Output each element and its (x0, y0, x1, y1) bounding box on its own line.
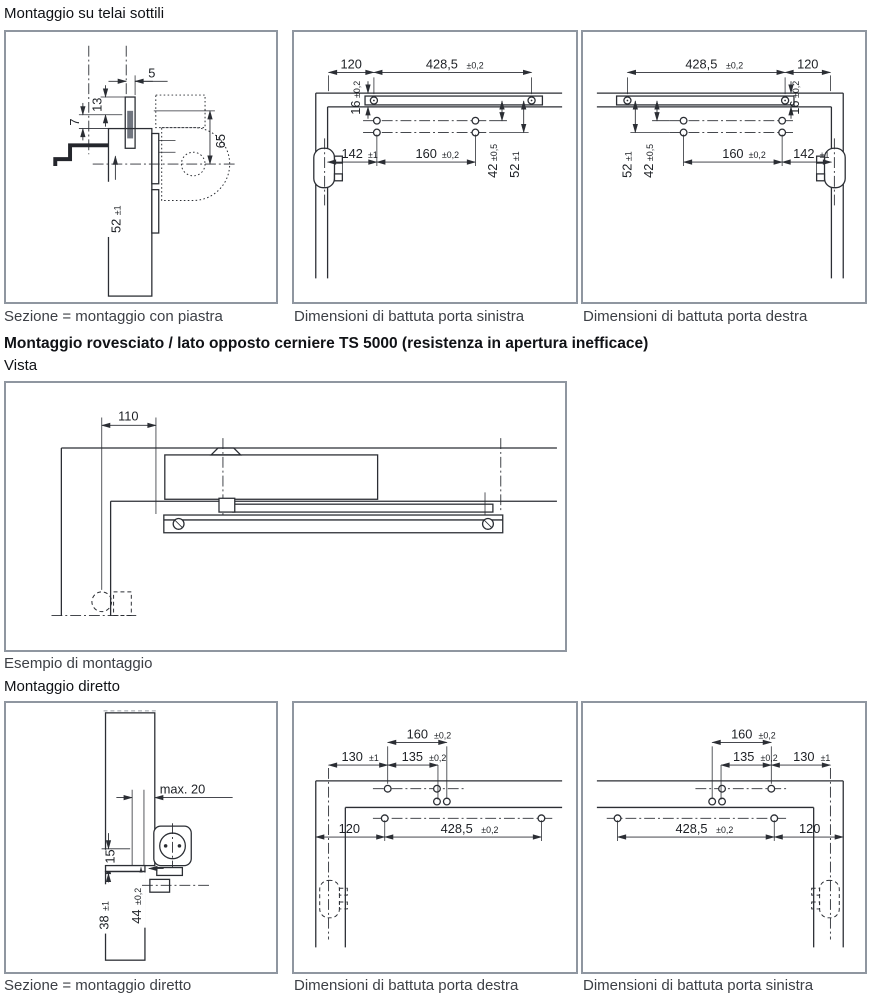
svg-text:±1: ±1 (367, 150, 378, 161)
svg-text:160: 160 (406, 726, 428, 742)
dim-110 (102, 408, 156, 589)
slide-rail (617, 96, 794, 105)
caption-right-door-bottom: Dimensioni di battuta porta destra (294, 977, 519, 994)
svg-text:16: 16 (786, 100, 802, 115)
svg-text:±0,2: ±0,2 (434, 730, 452, 741)
dim-65 (154, 111, 228, 164)
section-title-direct: Montaggio diretto (4, 678, 120, 695)
svg-text:7: 7 (66, 118, 82, 126)
subtitle-vista: Vista (4, 357, 38, 374)
panel-mounting-view (4, 381, 567, 652)
caption-left-door-bottom: Dimensioni di battuta porta sinistra (583, 977, 814, 994)
caption-section-plate: Sezione = montaggio con piastra (4, 308, 223, 325)
svg-text:max. 20: max. 20 (159, 781, 206, 797)
svg-text:160: 160 (415, 146, 437, 162)
svg-text:5: 5 (148, 65, 156, 81)
caption-section-direct: Sezione = montaggio diretto (4, 977, 192, 994)
svg-text:±0,2: ±0,2 (790, 80, 801, 99)
svg-text:130: 130 (793, 749, 815, 765)
panel-right-door-dims (581, 30, 867, 304)
drawing-section-plate (6, 32, 276, 302)
slide-rail (365, 96, 542, 105)
drawing-direct-right-door (294, 703, 576, 972)
drawing-mounting-view (6, 383, 565, 650)
svg-text:±0,5: ±0,5 (489, 143, 500, 162)
svg-text:±1: ±1 (112, 205, 123, 216)
svg-text:±1: ±1 (623, 151, 634, 162)
wall-hatched (106, 713, 155, 866)
dim-135-130 (721, 749, 830, 799)
hinge-hidden (92, 592, 131, 616)
panel-section-direct (4, 701, 278, 974)
extension-lines (132, 790, 144, 866)
svg-text:428,5: 428,5 (425, 56, 458, 72)
slide-rail (164, 438, 503, 533)
svg-text:120: 120 (799, 821, 821, 837)
hinge-hidden (812, 880, 840, 917)
mounting-plate (106, 866, 145, 872)
svg-text:42: 42 (485, 163, 501, 178)
svg-text:±0,2: ±0,2 (760, 753, 778, 764)
svg-text:±0,2: ±0,2 (441, 150, 460, 161)
closer-end-view (142, 823, 209, 892)
section-title-reversed: Montaggio rovesciato / lato opposto cerniere TS 5000 (resistenza in apertura inefficace) (4, 335, 649, 352)
svg-text:15: 15 (102, 849, 118, 864)
thin-frame-profile (55, 145, 108, 166)
svg-text:44: 44 (129, 909, 144, 924)
svg-text:±1: ±1 (819, 150, 830, 161)
svg-text:65: 65 (212, 134, 228, 149)
svg-text:±0,2: ±0,2 (352, 80, 363, 99)
drawing-left-door-dims (294, 32, 576, 302)
svg-text:±1: ±1 (100, 901, 111, 911)
svg-text:38: 38 (96, 915, 112, 930)
svg-text:±0,2: ±0,2 (748, 150, 766, 161)
dim-bottom (618, 820, 844, 841)
svg-text:±0,2: ±0,2 (716, 825, 734, 836)
drawing-direct-left-door (583, 703, 865, 972)
section-title-thin-frames: Montaggio su telai sottili (4, 5, 165, 22)
svg-text:428,5: 428,5 (440, 821, 473, 837)
svg-text:±0,2: ±0,2 (725, 60, 744, 71)
fixing-holes (670, 117, 796, 136)
svg-text:±0,2: ±0,2 (133, 887, 143, 905)
dim-mid (684, 134, 832, 166)
dim-13 (79, 85, 125, 126)
panel-direct-right-door (292, 701, 578, 974)
fixing-plates (152, 133, 176, 233)
svg-text:±0,5: ±0,5 (645, 143, 656, 162)
dim-mid (328, 134, 476, 166)
svg-text:130: 130 (341, 749, 363, 765)
svg-text:16: 16 (348, 100, 364, 115)
svg-text:±0,2: ±0,2 (758, 730, 776, 741)
dim-bottom (316, 820, 542, 841)
svg-text:120: 120 (340, 56, 362, 72)
svg-text:428,5: 428,5 (685, 56, 718, 72)
svg-text:±0,2: ±0,2 (481, 825, 499, 836)
hinge-hidden (320, 880, 348, 917)
caption-mounting-example: Esempio di montaggio (4, 655, 153, 672)
svg-text:142: 142 (793, 146, 815, 162)
svg-text:135: 135 (401, 749, 424, 765)
caption-left-door-top: Dimensioni di battuta porta sinistra (294, 308, 525, 325)
svg-text:135: 135 (733, 749, 755, 765)
svg-text:±0,2: ±0,2 (466, 60, 484, 71)
mounting-plate (125, 97, 135, 148)
fixing-holes (607, 785, 786, 821)
frame-corner (316, 781, 562, 948)
dim-52 (107, 156, 125, 237)
svg-text:13: 13 (89, 97, 105, 112)
dim-5 (108, 65, 167, 95)
svg-text:±1: ±1 (820, 753, 831, 764)
svg-text:120: 120 (797, 56, 819, 72)
svg-text:428,5: 428,5 (675, 821, 708, 837)
svg-text:120: 120 (338, 821, 360, 837)
svg-text:52: 52 (619, 163, 635, 178)
svg-text:160: 160 (722, 146, 744, 162)
fixing-holes (363, 117, 489, 136)
panel-left-door-dims (292, 30, 578, 304)
drawing-section-direct (6, 703, 276, 972)
svg-text:42: 42 (641, 163, 657, 178)
svg-text:142: 142 (341, 146, 363, 162)
svg-text:110: 110 (118, 408, 139, 424)
svg-text:±1: ±1 (510, 151, 521, 162)
dim-44 (129, 868, 146, 928)
svg-text:52: 52 (506, 163, 522, 178)
caption-right-door-top: Dimensioni di battuta porta destra (583, 308, 808, 325)
panel-direct-left-door (581, 701, 867, 974)
dim-right (485, 101, 529, 178)
frame-corner (597, 93, 843, 278)
drawing-right-door-dims (583, 32, 865, 302)
fixing-holes (373, 785, 552, 821)
svg-text:±1: ±1 (368, 753, 379, 764)
svg-text:±0,2: ±0,2 (429, 753, 447, 764)
svg-text:52: 52 (108, 218, 124, 234)
frame-corner (597, 781, 843, 948)
dim-max20 (116, 782, 232, 798)
svg-text:160: 160 (731, 726, 753, 742)
panel-section-plate (4, 30, 278, 304)
dim-left (619, 101, 669, 178)
